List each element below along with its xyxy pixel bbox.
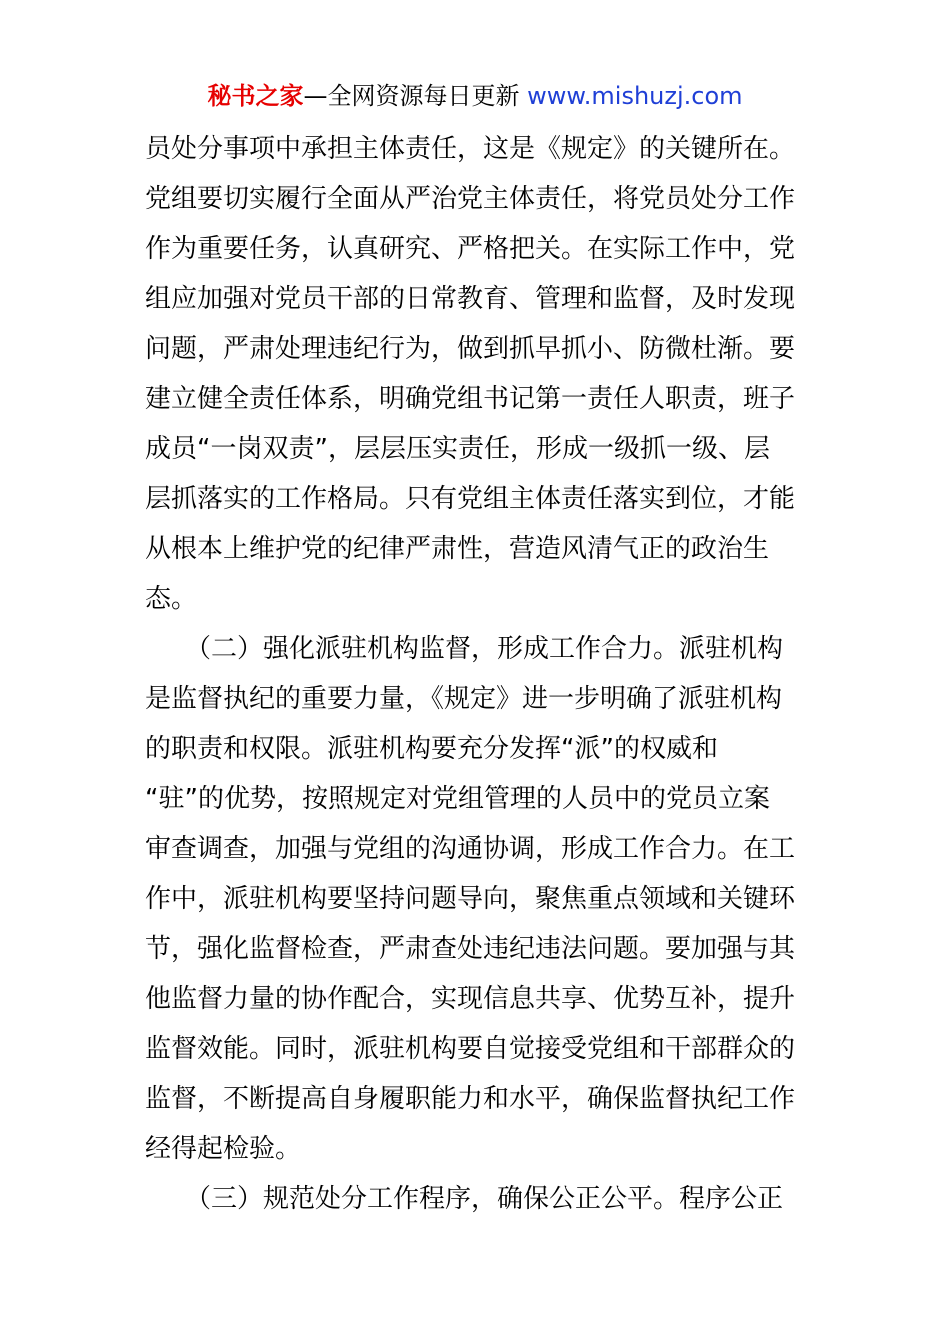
site-url[interactable]: www.mishuzj.com [527,82,743,110]
text-line: 他监督力量的协作配合，实现信息共享、优势互补，提升 [145,984,796,1014]
text-line: 员处分事项中承担主体责任，这是《规定》的关键所在。 [145,134,796,164]
section-heading-line: （二）强化派驻机构监督，形成工作合力。派驻机构 [185,634,784,664]
site-brand: 秘书之家 [207,82,304,110]
text-line: 党组要切实履行全面从严治党主体责任，将党员处分工作 [145,184,796,214]
text-line: 组应加强对党员干部的日常教育、管理和监督，及时发现 [145,284,796,314]
section-heading-line: （三）规范处分工作程序，确保公正公平。程序公正 [185,1184,784,1214]
site-header [0,80,950,112]
document-body [145,124,815,1224]
text-line: “驻”的优势，按照规定对党组管理的人员中的党员立案 [145,784,770,814]
text-line: 成员“一岗双责”，层层压实责任，形成一级抓一级、层 [145,434,770,464]
text-line: 审查调查，加强与党组的沟通协调，形成工作合力。在工 [145,834,796,864]
text-line: 经得起检验。 [145,1134,302,1164]
text-line: 作中，派驻机构要坚持问题导向，聚焦重点领域和关键环 [145,884,796,914]
text-line: 层抓落实的工作格局。只有党组主体责任落实到位，才能 [145,484,796,514]
text-line: 建立健全责任体系，明确党组书记第一责任人职责，班子 [145,384,796,414]
text-line: 节，强化监督检查，严肃查处违纪违法问题。要加强与其 [145,934,796,964]
text-line: 从根本上维护党的纪律严肃性，营造风清气正的政治生 [145,534,770,564]
text-line: 态。 [145,584,198,614]
text-line: 的职责和权限。派驻机构要充分发挥“派”的权威和 [145,734,718,764]
text-line: 是监督执纪的重要力量，《规定》进一步明确了派驻机构 [145,684,783,714]
site-tagline: —全网资源每日更新 [303,82,520,110]
text-line: 监督效能。同时，派驻机构要自觉接受党组和干部群众的 [145,1034,796,1064]
text-line: 监督，不断提高自身履职能力和水平，确保监督执纪工作 [145,1084,796,1114]
text-line: 问题，严肃处理违纪行为，做到抓早抓小、防微杜渐。要 [145,334,796,364]
text-line: 作为重要任务，认真研究、严格把关。在实际工作中，党 [145,234,796,264]
